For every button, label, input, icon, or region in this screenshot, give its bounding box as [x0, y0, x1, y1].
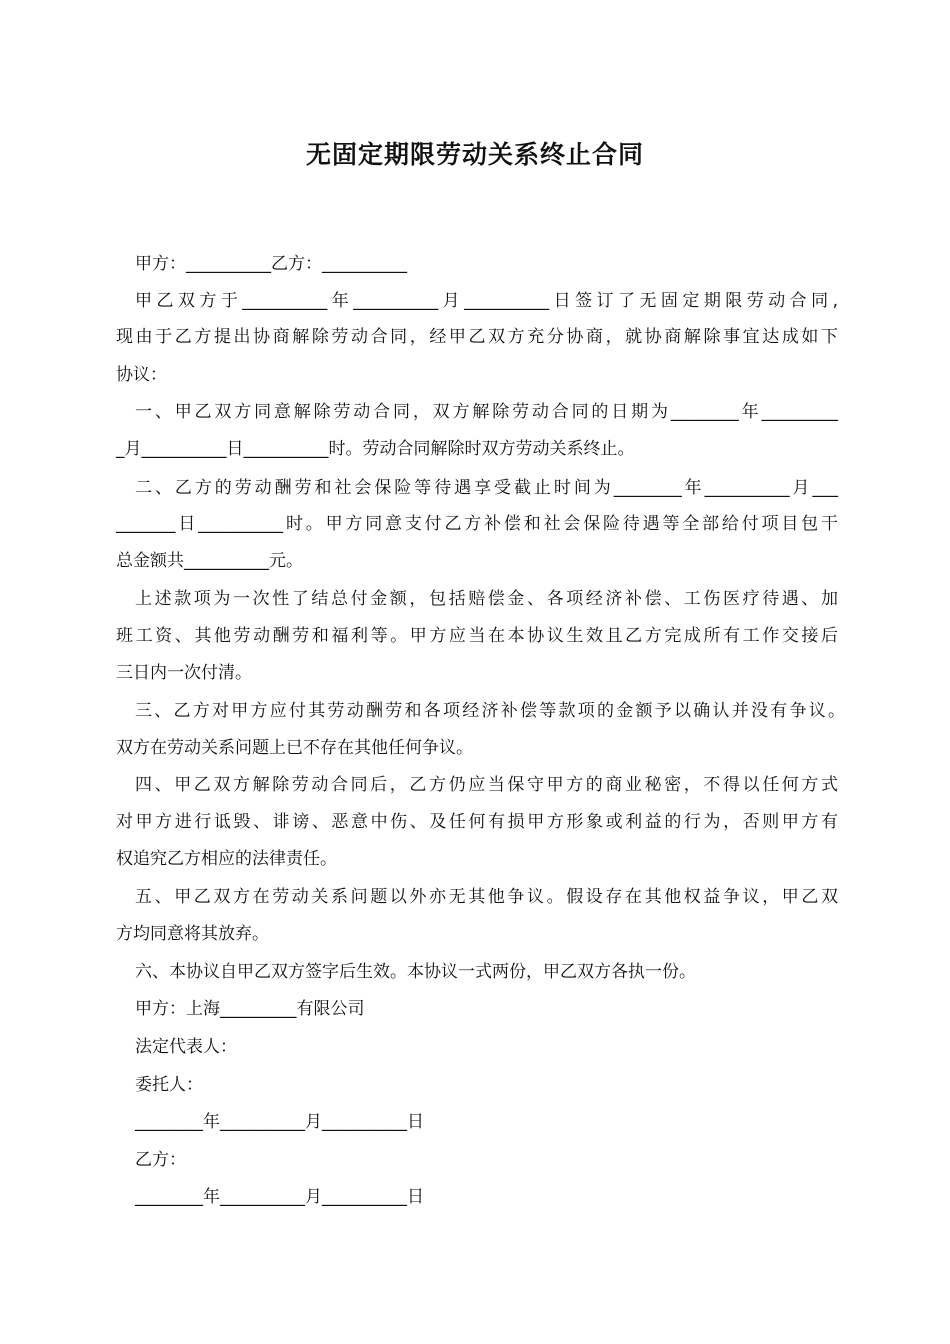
- preamble-line-2: 现由于乙方提出协商解除劳动合同，经甲乙双方充分协商，就协商解除事宜达成如下: [116, 327, 838, 347]
- clause-5-line-2: 方均同意将其放弃。: [116, 924, 269, 944]
- clause-3-line-1: 三、乙方对甲方应付其劳动酬劳和各项经济补偿等款项的金额予以确认并没有争议。: [135, 701, 845, 721]
- clause-4-line-1: 四、甲乙双方解除劳动合同后，乙方仍应当保守甲方的商业秘密，不得以任何方式: [135, 775, 838, 795]
- signature-date-a: ________年__________月__________日: [135, 1112, 424, 1132]
- clause-5-line-1: 五、甲乙双方在劳动关系问题以外亦无其他争议。假设存在其他权益争议，甲乙双: [135, 887, 838, 907]
- preamble-line-3: 协议：: [116, 365, 167, 385]
- clause-4-line-2: 对甲方进行诋毁、诽谤、恶意中伤、及任何有损甲方形象或利益的行为，否则甲方有: [116, 812, 838, 832]
- preamble-line-1: 甲乙双方于__________年__________月__________日签订了无固定期限劳动合同,: [135, 291, 838, 311]
- clause-2-line-3: 总金额共__________元。: [116, 551, 303, 571]
- signature-agent: 委托人：: [135, 1075, 203, 1095]
- clause-1-line-1: 一、甲乙双方同意解除劳动合同，双方解除劳动合同的日期为________年_________: [135, 402, 838, 422]
- parties-line: 甲方：__________乙方：__________: [135, 254, 407, 274]
- signature-party-a: 甲方：上海_________有限公司: [135, 999, 365, 1019]
- signature-legal-rep: 法定代表人：: [135, 1037, 237, 1057]
- page-title: 无固定期限劳动关系终止合同: [305, 140, 644, 169]
- signature-date-b: ________年__________月__________日: [135, 1187, 424, 1207]
- clause-2-line-2: _______日__________时。甲方同意支付乙方补偿和社会保险待遇等全部给付项目包干: [116, 514, 838, 534]
- clause-3-line-2: 双方在劳动关系问题上已不存在其他任何争议。: [116, 738, 473, 758]
- clause-4-line-3: 权追究乙方相应的法律责任。: [116, 849, 337, 869]
- payment-line-3: 三日内一次付清。: [116, 663, 252, 683]
- payment-line-1: 上述款项为一次性了结总付金额，包括赔偿金、各项经济补偿、工伤医疗待遇、加: [135, 589, 838, 609]
- signature-party-b: 乙方：: [135, 1150, 186, 1170]
- payment-line-2: 班工资、其他劳动酬劳和福利等。甲方应当在本协议生效且乙方完成所有工作交接后: [116, 626, 838, 646]
- clause-6-line: 六、本协议自甲乙双方签字后生效。本协议一式两份，甲乙双方各执一份。: [135, 962, 696, 982]
- clause-2-line-1: 二、乙方的劳动酬劳和社会保险等待遇享受截止时间为________年__________月___: [135, 478, 838, 498]
- clause-1-line-2: _月__________日__________时。劳动合同解除时双方劳动关系终止。: [116, 439, 635, 459]
